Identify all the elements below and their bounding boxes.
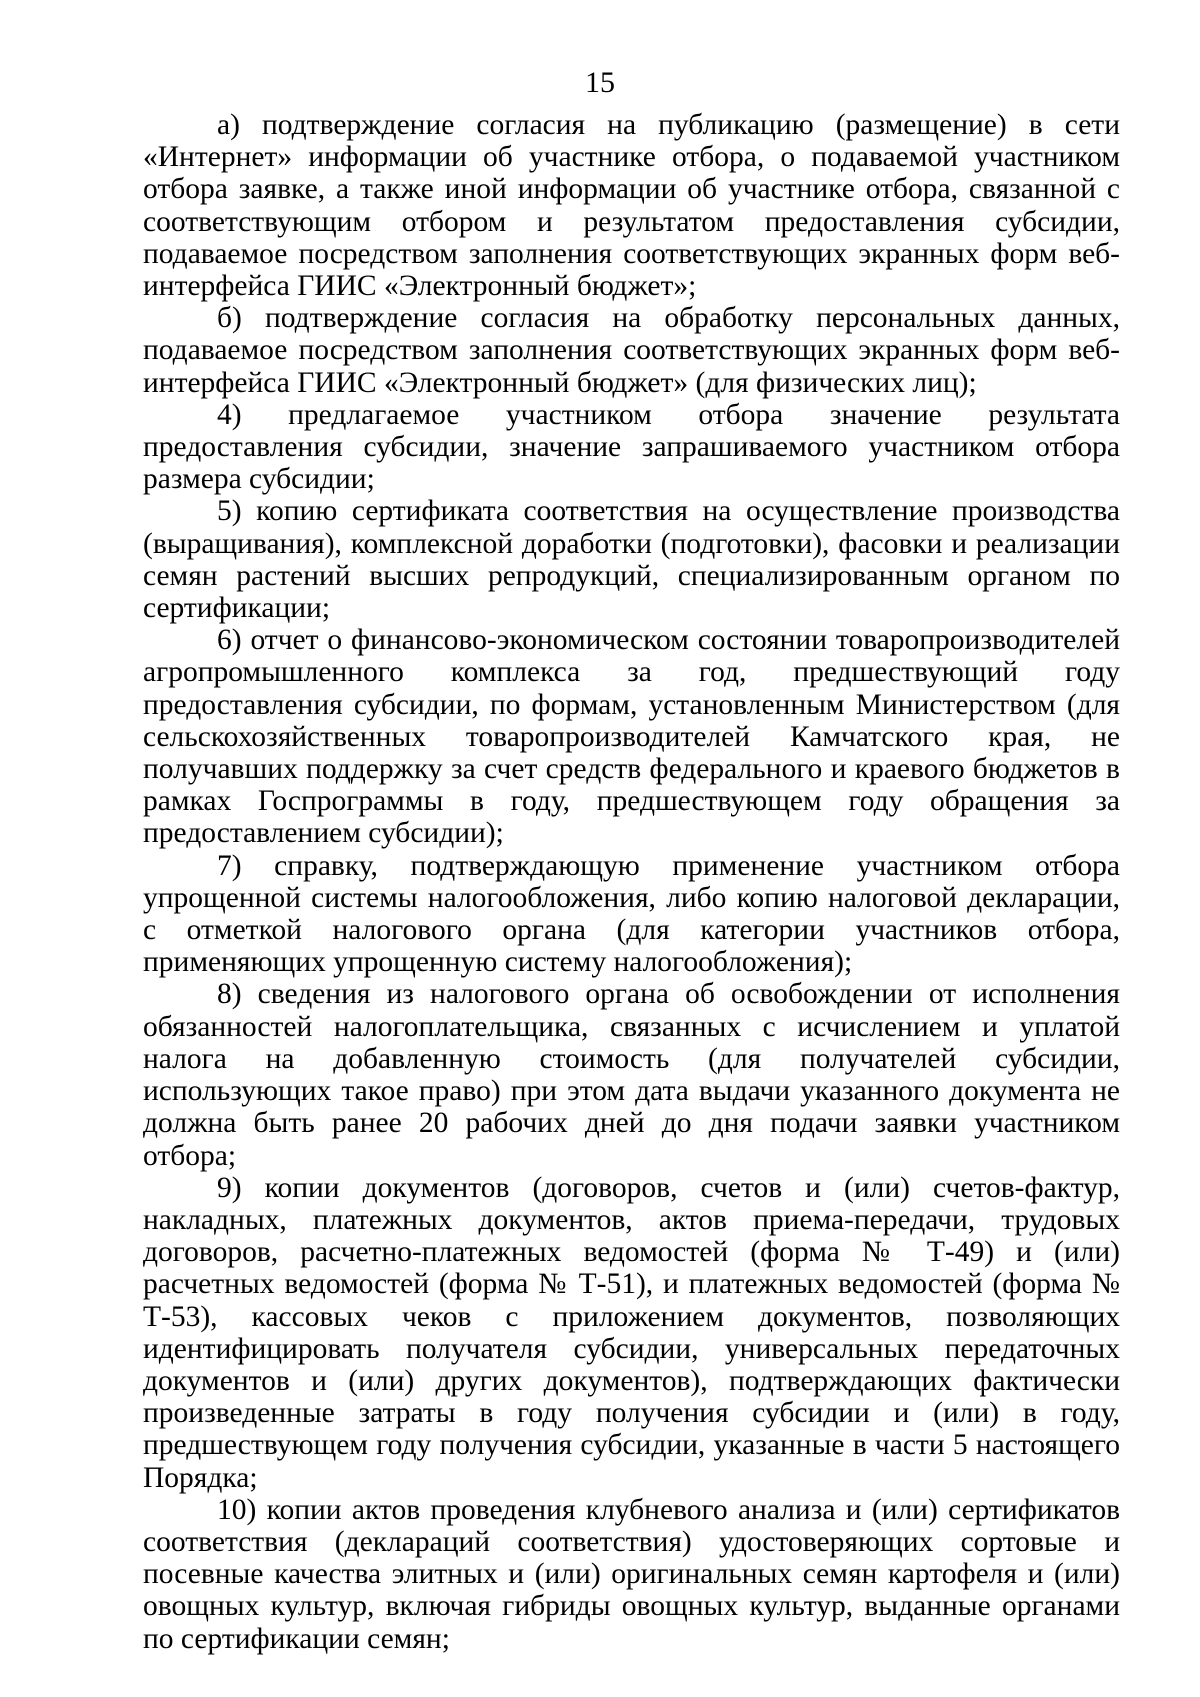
paragraph-10-analysis-acts: 10) копии актов проведения клубневого анализа и (или) сертификатов соответствия (деклараций соответствия) удостоверяющих сортовые и посевные качества элитных и (или) оригинальных семян картофеля и (или) овощных культур, включая гибриды овощных культур, выданные органами по сертификации семян; (143, 1493, 1120, 1655)
paragraph-8-vat-exemption: 8) сведения из налогового органа об освобождении от исполнения обязанностей налогоплательщика, связанных с исчислением и уплатой налога на добавленную стоимость (для получателей субсидии, использующих такое право) при этом дата выдачи указанного документа не должна быть ранее 20 рабочих дней до дня подачи заявки участником отбора; (143, 978, 1120, 1172)
paragraph-7-tax-certificate: 7) справку, подтверждающую применение участником отбора упрощенной системы налогообложения, либо копию налоговой декларации, с отметкой налогового органа (для категории участников отбора, применяющих упрощенную систему налогообложения); (143, 849, 1120, 979)
paragraph-9-document-copies: 9) копии документов (договоров, счетов и (или) счетов-фактур, накладных, платежных документов, актов приема-передачи, трудовых договоров, расчетно-платежных ведомостей (форма № Т-49) и (или) расчетных ведомостей (форма № Т-51), и платежных ведомостей (форма № Т-53), кассовых чеков с приложением документов, позволяющих идентифицировать получателя субсидии, универсальных передаточных документов и (или) других документов), подтверждающих фактически произведенные затраты в году получения субсидии и (или) в году, предшествующем году получения субсидии, указанные в части 5 настоящего Порядка; (143, 1171, 1120, 1494)
paragraph-6-financial-report: 6) отчет о финансово-экономическом состоянии товаропроизводителей агропромышленного комплекса за год, предшествующий году предоставления субсидии, по формам, установленным Министерством (для сельскохозяйственных товаропроизводителей Камчатского края, не получавших поддержку за счет средств федерального и краевого бюджетов в рамках Госпрограммы в году, предшествующем году обращения за предоставлением субсидии); (143, 624, 1120, 850)
paragraph-4-result-value: 4) предлагаемое участником отбора значение результата предоставления субсидии, значение запрашиваемого участником отбора размера субсидии; (143, 398, 1120, 496)
paragraph-5-certificate-copy: 5) копию сертификата соответствия на осуществление производства (выращивания), комплексной доработки (подготовки), фасовки и реализации семян растений высших репродукций, специализированным органом по сертификации; (143, 495, 1120, 625)
paragraph-b-personal-data-consent: б) подтверждение согласия на обработку персональных данных, подаваемое посредством заполнения соответствующих экранных форм веб-интерфейса ГИИС «Электронный бюджет» (для физических лиц); (143, 302, 1120, 399)
page-number: 15 (585, 66, 615, 99)
document-body (143, 109, 1120, 1655)
paragraph-a-publication-consent: а) подтверждение согласия на публикацию (размещение) в сети «Интернет» информации об участнике отбора, о подаваемой участником отбора заявке, а также иной информации об участнике отбора, связанной с соответствующим отбором и результатом предоставления субсидии, подаваемое посредством заполнения соответствующих экранных форм веб-интерфейса ГИИС «Электронный бюджет»; (143, 109, 1120, 303)
